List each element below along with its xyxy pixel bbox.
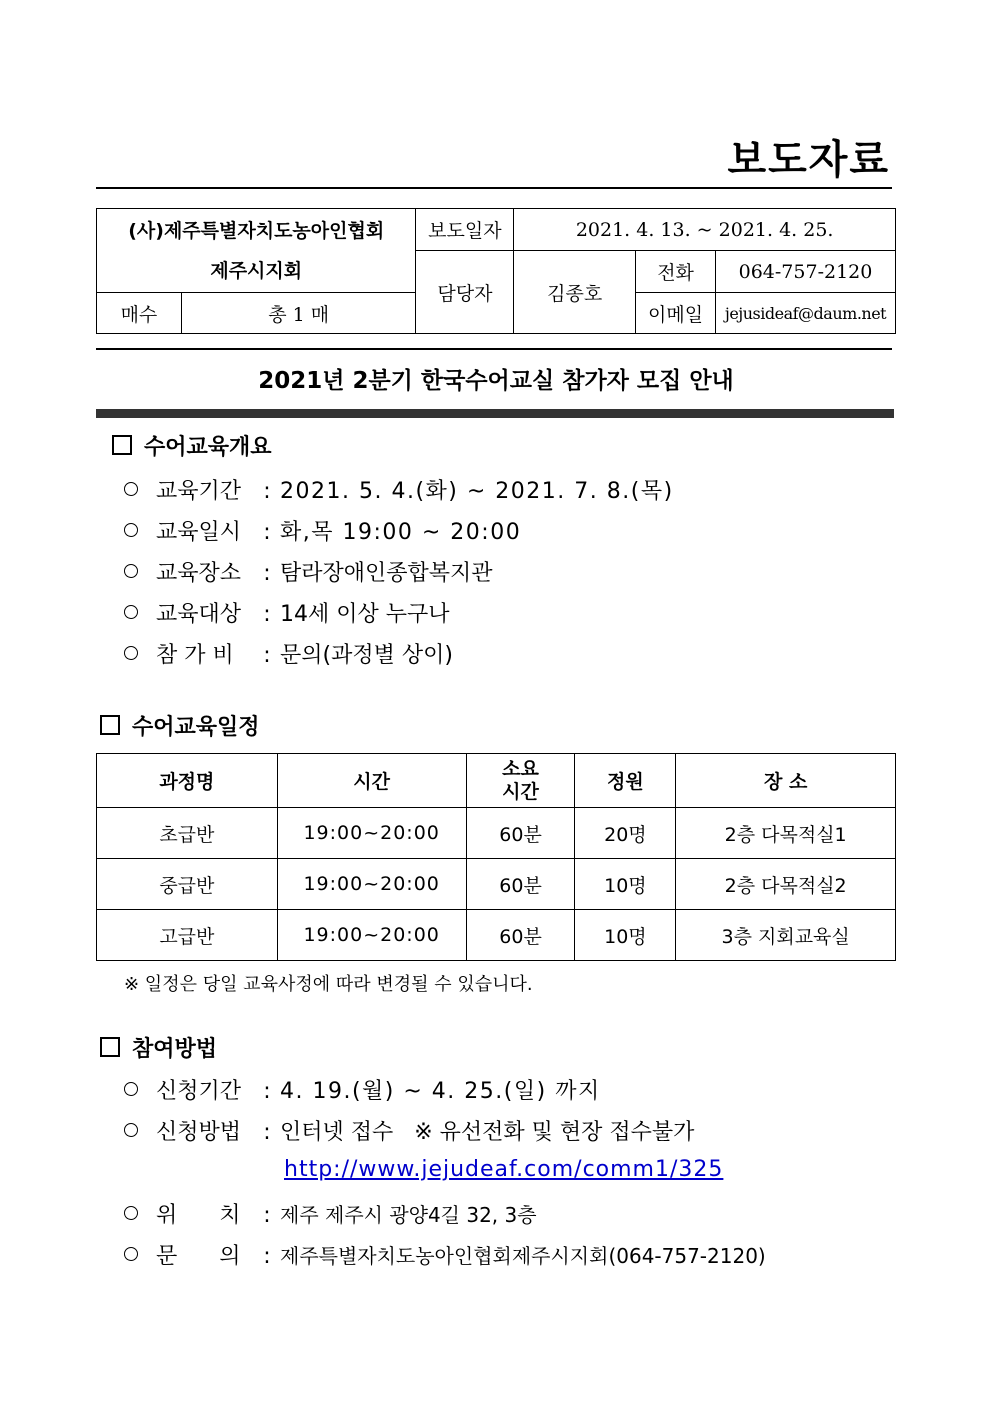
document-title: 보도자료	[727, 137, 890, 183]
circle-bullet-icon	[124, 482, 138, 496]
participation-item-period	[124, 1074, 601, 1105]
title-rule	[96, 187, 892, 189]
org-name-cell	[97, 209, 416, 293]
item-value: 탐라장애인종합복지관	[280, 561, 493, 586]
item-label: 문 의	[156, 1244, 241, 1269]
circle-bullet-icon	[124, 1247, 138, 1261]
table-header-row	[97, 754, 896, 808]
item-label: 신청방법	[156, 1120, 242, 1145]
release-date-value: 2021. 4. 13. ~ 2021. 4. 25.	[514, 209, 896, 251]
circle-bullet-icon	[124, 646, 138, 660]
circle-bullet-icon	[124, 1206, 138, 1220]
cell-place: 3층 지회교육실	[676, 910, 896, 961]
section-schedule-label: 수어교육일정	[132, 715, 260, 740]
header-place: 장 소	[676, 754, 896, 808]
header-capacity: 정원	[575, 754, 676, 808]
cell-course: 중급반	[97, 859, 278, 910]
item-value: 14세 이상 누구나	[280, 602, 450, 627]
section-overview-label: 수어교육개요	[144, 435, 272, 460]
org-name-line1: (사)제주특별자치도농아인협회	[128, 219, 385, 242]
item-separator: :	[263, 1244, 271, 1269]
item-value: 2021. 5. 4.(화) ~ 2021. 7. 8.(목)	[280, 479, 674, 504]
item-separator: :	[263, 1120, 271, 1145]
checkbox-square-icon	[100, 715, 120, 735]
item-separator: :	[263, 561, 271, 586]
participation-item-method	[124, 1115, 694, 1146]
checkbox-square-icon	[100, 1037, 120, 1057]
application-link[interactable]: http://www.jejudeaf.com/comm1/325	[284, 1157, 724, 1182]
contact-label: 담당자	[416, 251, 514, 334]
overview-item-target	[124, 597, 450, 628]
section-participation-label: 참여방법	[132, 1037, 218, 1062]
cell-duration: 60분	[466, 859, 575, 910]
cell-place: 2층 다목적실1	[676, 808, 896, 859]
email-value: jejusideaf@daum.net	[715, 293, 895, 334]
item-separator: :	[263, 520, 271, 545]
cell-time: 19:00~20:00	[277, 910, 466, 961]
overview-item-period	[124, 474, 674, 505]
checkbox-square-icon	[112, 435, 132, 455]
item-separator: :	[263, 643, 271, 668]
circle-bullet-icon	[124, 605, 138, 619]
pages-value: 총 1 매	[181, 293, 416, 334]
item-label: 교육기간	[156, 479, 242, 504]
table-row	[97, 910, 896, 961]
cell-time: 19:00~20:00	[277, 859, 466, 910]
header-duration: 소요 시간	[466, 754, 575, 808]
contact-name: 김종호	[514, 251, 636, 334]
participation-item-location	[124, 1198, 537, 1229]
phone-label: 전화	[636, 251, 716, 293]
overview-item-schedule	[124, 515, 521, 546]
method-url-line	[284, 1157, 723, 1182]
release-date-label: 보도일자	[416, 209, 514, 251]
section-participation-title	[100, 1032, 217, 1063]
section-overview-title	[112, 430, 272, 461]
item-label: 위 치	[156, 1203, 241, 1228]
item-separator: :	[263, 1079, 271, 1104]
cell-duration: 60분	[466, 910, 575, 961]
cell-capacity: 20명	[575, 808, 676, 859]
item-label: 참 가 비	[156, 643, 234, 668]
item-value: 문의(과정별 상이)	[280, 643, 453, 668]
circle-bullet-icon	[124, 523, 138, 537]
phone-value: 064-757-2120	[715, 251, 895, 293]
schedule-table	[96, 753, 896, 961]
participation-item-inquiry	[124, 1239, 766, 1270]
cell-duration: 60분	[466, 808, 575, 859]
item-label: 교육대상	[156, 602, 242, 627]
item-label: 교육장소	[156, 561, 242, 586]
cell-capacity: 10명	[575, 859, 676, 910]
item-separator: :	[263, 1203, 271, 1228]
item-label: 신청기간	[156, 1079, 242, 1104]
press-info-table	[96, 208, 896, 334]
cell-course: 고급반	[97, 910, 278, 961]
item-value: 인터넷 접수 ※ 유선전화 및 현장 접수불가	[280, 1120, 695, 1145]
headline: 2021년 2분기 한국수어교실 참가자 모집 안내	[258, 368, 734, 394]
headline-bottom-bar	[96, 409, 894, 418]
headline-top-rule	[96, 348, 892, 350]
header-time: 시간	[277, 754, 466, 808]
header-course: 과정명	[97, 754, 278, 808]
email-label: 이메일	[636, 293, 716, 334]
pages-label: 매수	[97, 293, 182, 334]
overview-item-fee	[124, 638, 453, 669]
cell-time: 19:00~20:00	[277, 808, 466, 859]
overview-item-location	[124, 556, 493, 587]
cell-capacity: 10명	[575, 910, 676, 961]
circle-bullet-icon	[124, 1123, 138, 1137]
table-row	[97, 859, 896, 910]
item-label: 교육일시	[156, 520, 242, 545]
item-separator: :	[263, 479, 271, 504]
cell-course: 초급반	[97, 808, 278, 859]
schedule-note: ※ 일정은 당일 교육사정에 따라 변경될 수 있습니다.	[124, 974, 533, 995]
org-name-line2: 제주시지회	[210, 259, 303, 282]
cell-place: 2층 다목적실2	[676, 859, 896, 910]
table-row	[97, 808, 896, 859]
item-value: 제주 제주시 광양4길 32, 3층	[280, 1203, 537, 1227]
circle-bullet-icon	[124, 1082, 138, 1096]
item-value: 제주특별자치도농아인협회제주시지회(064-757-2120)	[280, 1244, 766, 1268]
circle-bullet-icon	[124, 564, 138, 578]
section-schedule-title	[100, 710, 260, 741]
item-value: 4. 19.(월) ~ 4. 25.(일) 까지	[280, 1079, 601, 1104]
item-value: 화,목 19:00 ~ 20:00	[280, 520, 522, 545]
item-separator: :	[263, 602, 271, 627]
